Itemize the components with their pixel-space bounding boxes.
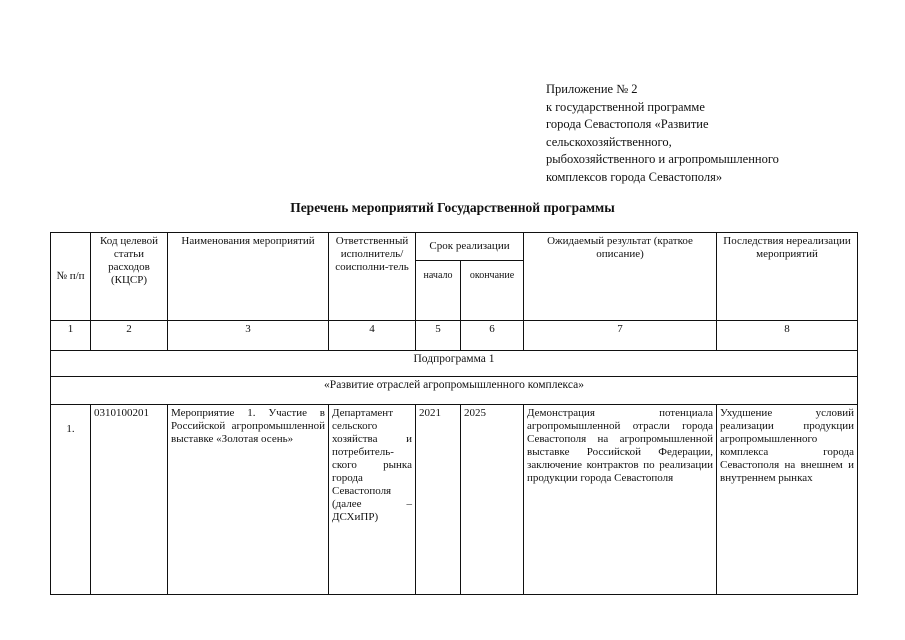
appendix-line: комплексов города Севастополя»: [546, 169, 723, 184]
subprogram-row: [51, 351, 858, 377]
table-row: [51, 405, 858, 595]
header-num: № п/п: [51, 233, 91, 321]
column-number: 3: [168, 321, 329, 351]
row-name: Мероприятие 1. Участие в Российской агропромышленной выставке «Золотая осень»: [168, 405, 329, 595]
header-consequences: Последствия нереализации мероприятий: [717, 233, 858, 321]
appendix-block: [546, 81, 866, 186]
header-responsible: Ответственный исполнитель/ соисполни-тель: [329, 233, 416, 321]
measures-table: [50, 232, 858, 595]
row-responsible: Департамент сельского хозяйства и потребитель-ского рынка города Севастополя (далее – ДСХиПР): [329, 405, 416, 595]
row-start: 2021: [416, 405, 461, 595]
appendix-line: сельскохозяйственного,: [546, 134, 672, 149]
appendix-line: Приложение № 2: [546, 82, 638, 96]
column-number: 5: [416, 321, 461, 351]
subprogram-label: Подпрограмма 1: [51, 351, 858, 377]
column-number-row: [51, 321, 858, 351]
row-num: 1.: [51, 405, 91, 595]
row-result: Демонстрация потенциала агропромышленной отрасли города Севастополя на агропромышленной выставке Российской Федерации, заключение контрактов по реализации продукции города Севастополя: [524, 405, 717, 595]
appendix-line: к государственной программе: [546, 99, 705, 114]
header-row: [51, 233, 858, 261]
column-number: 4: [329, 321, 416, 351]
header-code: Код целевой статьи расходов (КЦСР): [91, 233, 168, 321]
row-consequences: Ухудшение условий реализации продукции агропромышленного комплекса города Севастополя на внешнем и внутреннем рынках: [717, 405, 858, 595]
document-title: Перечень мероприятий Государственной программы: [290, 200, 615, 215]
column-number: 1: [51, 321, 91, 351]
subprogram-name: «Развитие отраслей агропромышленного комплекса»: [51, 377, 858, 405]
appendix-line: города Севастополя «Развитие: [546, 117, 709, 131]
subprogram-name-row: [51, 377, 858, 405]
appendix-line: рыбохозяйственного и агропромышленного: [546, 152, 779, 166]
column-number: 2: [91, 321, 168, 351]
column-number: 6: [461, 321, 524, 351]
row-end: 2025: [461, 405, 524, 595]
header-period: Срок реализации: [416, 233, 524, 261]
column-number: 7: [524, 321, 717, 351]
column-number: 8: [717, 321, 858, 351]
header-name: Наименования мероприятий: [168, 233, 329, 321]
header-result: Ожидаемый результат (краткое описание): [524, 233, 717, 321]
header-start: начало: [416, 261, 461, 321]
row-code: 0310100201: [91, 405, 168, 595]
header-end: окончание: [461, 261, 524, 321]
